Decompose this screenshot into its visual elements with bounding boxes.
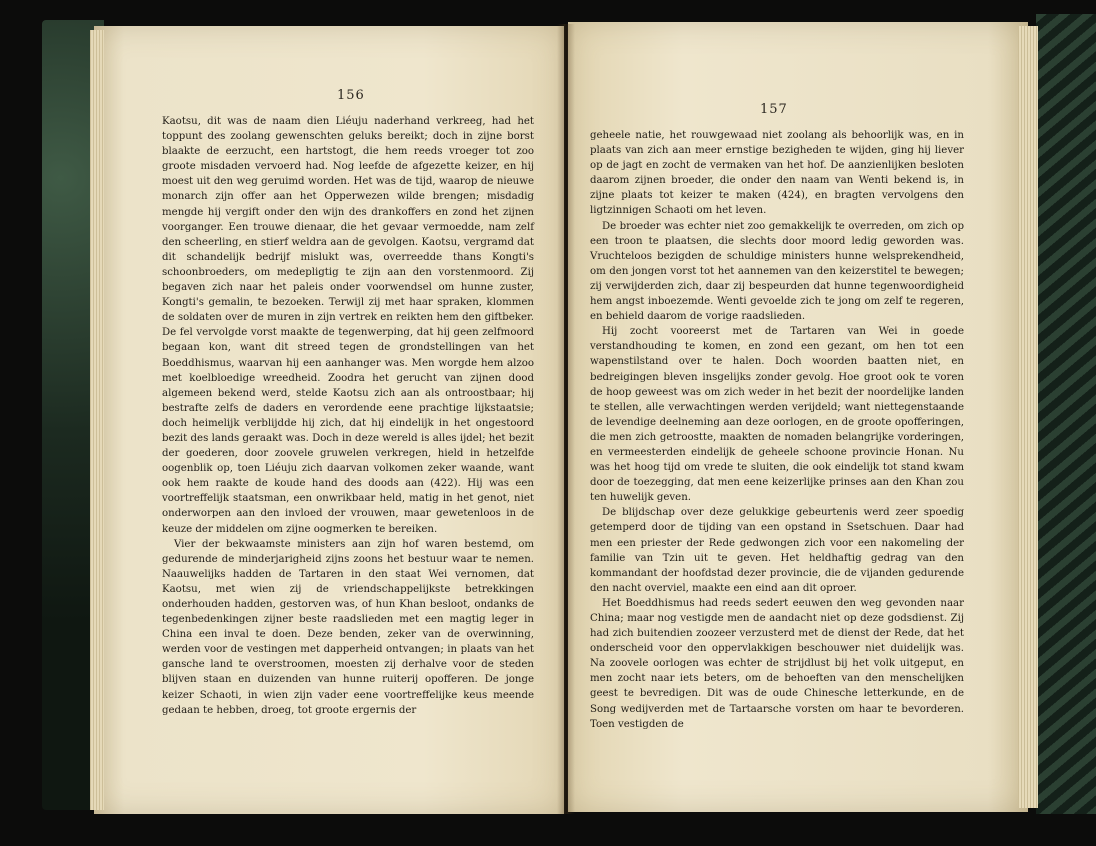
right-paragraph-1: geheele natie, het rouwgewaad niet zoolang als behoorlijk was, en in plaats van zich aan meer ernstige bezigheden te wijden, ging hij liever op de jagt en zocht de vermaken van het hof. De aanzienlijken besloten daarom zijnen broeder, die onder den naam van Wenti bekend is, in zijne plaats tot keizer te maken (424), en bragten vervolgens den ligtzinnigen Schaoti om het leven. <box>590 130 964 217</box>
marbled-cover-right <box>1036 14 1096 814</box>
left-page <box>94 26 564 814</box>
left-page-text <box>162 114 534 718</box>
right-page-number: 157 <box>760 102 788 117</box>
right-paragraph-4: De blijdschap over deze gelukkige gebeurtenis werd zeer spoedig getemperd door de tijding van een opstand in Ssetschuen. Daar had men een priester der Rede gedwongen zich voor een nakomeling der familie van Tzin uit te geven. Het heldhaftig gedrag van den kommandant der hoofdstad dezer provincie, die de vijanden gedurende den nacht overviel, maakte een eind aan dit oproer. <box>590 507 964 594</box>
left-paragraph-2: Vier der bekwaamste ministers aan zijn hof waren bestemd, om gedurende de minderjarigheid zijns zoons het bestuur waar te nemen. Naauwelijks hadden de Tartaren in den staat Wei vernomen, dat Kaotsu, met wien zij de vriendschappelijkste betrekkingen onderhouden hadden, gestorven was, of hun Khan besloot, ondanks de tegenbedenkingen zijner beste raadslieden met een magtig leger in China een inval te doen. Deze benden, zeker van de overwinning, werden voor de vestingen met dapperheid ontvangen; in plaats van het gansche land te overstroomen, moesten zij derhalve voor de steden blijven staan en duizenden van hunne ruiterij opofferen. De jonge keizer Schaoti, in wien zijn vader eene voortreffelijke keus meende gedaan te hebben, droeg, tot groote ergernis der <box>162 538 534 716</box>
right-paragraph-5: Het Boeddhismus had reeds sedert eeuwen den weg gevonden naar China; maar nog vestigde men de aandacht niet op deze godsdienst. Zij had zich buitendien zoozeer verzusterd met de dienst der Rede, dat het onderscheid voor den oppervlakkigen beschouwer niet duidelijk was. Na zoovele oorlogen was echter de strijdlust bij het volk uitgeput, en men zocht naar iets beters, om de behoeften van den menschelijken geest te bevredigen. Dit was de oude Chinesche letterkunde, en de Song wedijverden met de Tartaarsche vorsten om haar te bevorderen. Toen vestigden de <box>590 597 964 730</box>
right-paragraph-2: De broeder was echter niet zoo gemakkelijk te overreden, om zich op een troon te plaatsen, die slechts door moord ledig geworden was. Vruchteloos bezigden de schuldige ministers hunne welsprekendheid, om den jongen vorst tot het aannemen van den keizerstitel te bewegen; zij verwijderden zich, daar zij bespeurden dat hunne tegenwoordigheid hem angst inboezemde. Wenti gevoelde zich te jong om zelf te regeren, en behield daarom de vorige raadslieden. <box>590 220 964 323</box>
right-page <box>568 22 1028 812</box>
right-page-text <box>590 128 964 732</box>
left-paragraph-1: Kaotsu, dit was de naam dien Liéuju naderhand verkreeg, had het toppunt des zoolang gewenschten geluks bereikt; doch in zijne borst blaakte de eerzucht, een hartstogt, die hem reeds vroeger tot zoo groote misdaden vervoerd had. Nog leefde de afgezette keizer, en hij moest uit den weg geruimd worden. Het was de tijd, waarop de nieuwe monarch zijn offer aan het Opperwezen wilde brengen; misdadig mengde hij vergift onder den wijn des drankoffers en zond het zijnen voorganger. Een trouwe dienaar, die het gevaar vermoedde, nam zelf den scheerling, en stierf weldra aan de gevolgen. Kaotsu, vergramd dat dit schandelijk bedrijf mislukt was, overreedde thans Kongti's schoonbroeders, om medepligtig te zijn aan den vorstenmoord. Zij begaven zich naar het paleis onder voorwendsel om hunne zuster, Kongti's gemalin, te bezoeken. Terwijl zij met haar spraken, klommen de soldaten over de muren in zijn vertrek en reikten hem den giftbeker. De fel vervolgde vorst maakte de tegenwerping, dat hij geen zelfmoord begaan kon, want dit streed tegen de grondstellingen van het Boeddhismus, waarvan hij een aanhanger was. Men worgde hem alzoo met koelbloedige wreedheid. Zoodra het gerucht van zijnen dood algemeen bekend werd, stelde Kaotsu zich aan als ontroostbaar; hij bestrafte zelfs de daders en verordende eene prachtige lijkstaatsie; doch heimelijk verblijdde hij zich, dat hij eindelijk in het ongestoord bezit des lands geraakt was. Doch in deze wereld is alles ijdel; het bezit der goederen, door zoovele gruwelen verkregen, hield in hetzelfde oogenblik op, toen Liéuju zich daarvan volkomen zeker waande, want ook hem raakte de koude hand des doods aan (422). Hij was een voortreffelijk staatsman, een onwrikbaar held, matig in het genot, niet onderworpen aan den invloed der vrouwen, maar gewetenloos in de keuze der middelen om zijne oogmerken te bereiken. <box>162 116 534 535</box>
book-gutter <box>557 24 575 814</box>
right-paragraph-3: Hij zocht vooreerst met de Tartaren van Wei in goede verstandhouding te komen, en zond een gezant, om hen tot een wapenstilstand over te halen. Doch woorden baatten niet, en bedreigingen bleven insgelijks zonder gevolg. Hoe groot ook te voren de hoop geweest was om zich weder in het bezit der noordelijke landen te stellen, alle verwachtingen werden verijdeld; want niettegenstaande de levendige deelneming aan deze oorlogen, en de groote opofferingen, die men zich getroostte, maakten de nomaden belangrijke vorderingen, en vermeesterden eindelijk de geheele schoone provincie Honan. Nu was het hoog tijd om vrede te sluiten, die ook eindelijk tot stand kwam door de toezegging, dat men eene keizerlijke prinses aan den Khan zou ten huwelijk geven. <box>590 326 964 504</box>
left-page-number: 156 <box>337 88 365 103</box>
page-edges-right <box>1018 26 1038 808</box>
page-edges-left <box>90 30 104 810</box>
